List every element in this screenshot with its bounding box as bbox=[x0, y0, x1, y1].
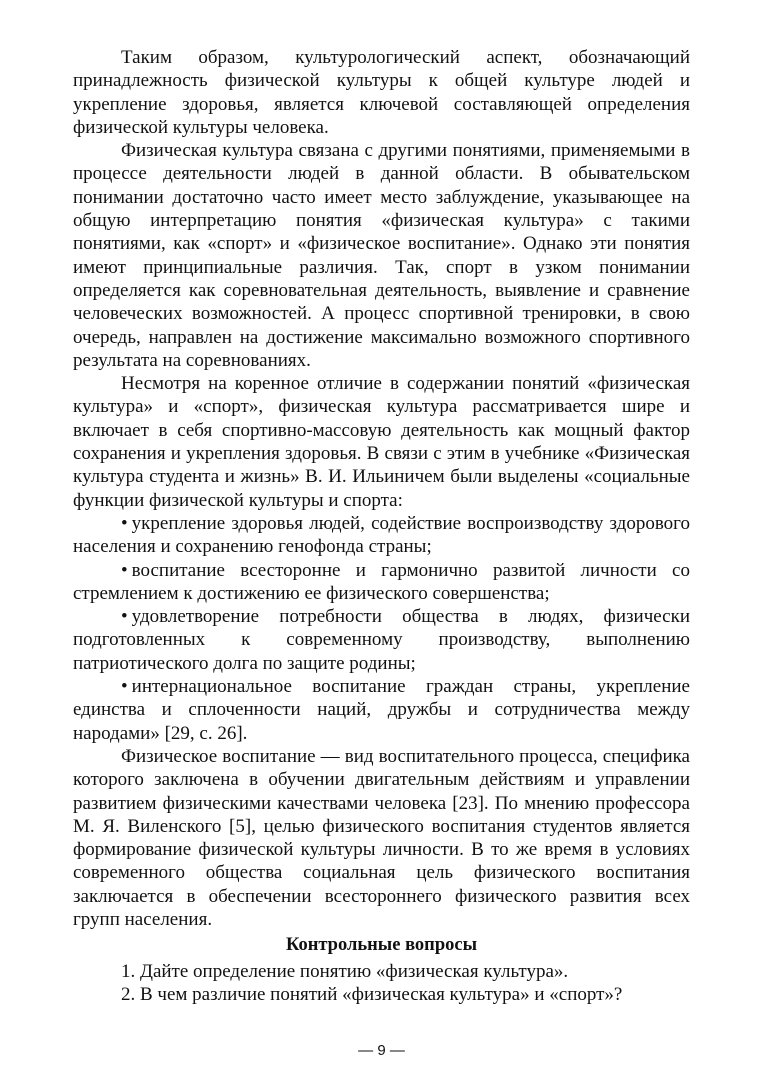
section-heading: Контрольные вопросы bbox=[285, 935, 478, 956]
list-item bbox=[73, 675, 690, 745]
question-item: 1. Дайте определение понятию «физическая культура». bbox=[121, 960, 569, 982]
page-body bbox=[73, 46, 690, 1006]
paragraph-sport-distinction: Несмотря на коренное отличие в содержании понятий «физическая культура» и «спорт», физическая культура рассматривается шире и включает в себя спортивно-массовую деятельность как мощный фактор сохранения и укрепления здоровья. В связи с этим в учебнике «Физическая культура студента и жизнь» В. И. Ильиничем были выделены «социальные функции физической культуры и спорта: bbox=[73, 373, 690, 511]
list-item bbox=[73, 605, 690, 675]
paragraph-related-concepts: Физическая культура связана с другими понятиями, применяемыми в процессе деятельности людей в данной области. В обывательском понимании достаточно часто имеет место заблуждение, указывающее на общую интерпретацию понятия «физическая культура» с такими понятиями, как «спорт» и «физическое воспитание». Однако эти понятия имеют принципиальные различия. Так, спорт в узком понимании определяется как соревновательная деятельность, выявление и сравнение человеческих возможностей. А процесс спортивной тренировки, в свою очередь, направлен на достижение максимально возможного спортивного результата на соревнованиях. bbox=[73, 140, 690, 371]
bullet-icon: • bbox=[121, 606, 128, 628]
list-item bbox=[73, 512, 690, 559]
page-number: — 9 — bbox=[358, 1042, 405, 1059]
list-item-text: удовлетворение потребности общества в людях, физически подготовленных к современному производству, выполнению патриотического долга по защите родины; bbox=[73, 606, 690, 674]
bullet-icon: • bbox=[121, 512, 128, 534]
list-item bbox=[73, 559, 690, 606]
paragraph-physical-education: Физическое воспитание — вид воспитательного процесса, специфика которого заключена в обучении двигательным действиям и управлении развитием физическими качествами человека [23]. По мнению профессора М. Я. Виленского [5], целью физического воспитания студентов является формирование физической культуры личности. В то же время в условиях современного общества социальная цель физического воспитания заключается в обеспечении всестороннего физического развития всех групп населения. bbox=[73, 745, 690, 930]
list-item-text: воспитание всесторонне и гармонично развитой личности со стремлением к достижению ее физического совершенства; bbox=[73, 559, 690, 604]
bullet-icon: • bbox=[121, 676, 128, 698]
list-item-text: укрепление здоровья людей, содействие воспроизводству здорового населения и сохранению генофонда страны; bbox=[73, 512, 690, 558]
bullet-icon: • bbox=[121, 559, 128, 581]
paragraph-cultural-aspect: Таким образом, культурологический аспект, обозначающий принадлежность физической культуры к общей культуре людей и укрепление здоровья, является ключевой составляющей определения физической культуры человека. bbox=[73, 47, 690, 138]
question-item: 2. В чем различие понятий «физическая культура» и «спорт»? bbox=[121, 983, 623, 1005]
list-item-text: интернациональное воспитание граждан страны, укрепление единства и сплоченности наций, дружбы и сотрудничества между народами» [29, с. 26]. bbox=[73, 676, 690, 744]
